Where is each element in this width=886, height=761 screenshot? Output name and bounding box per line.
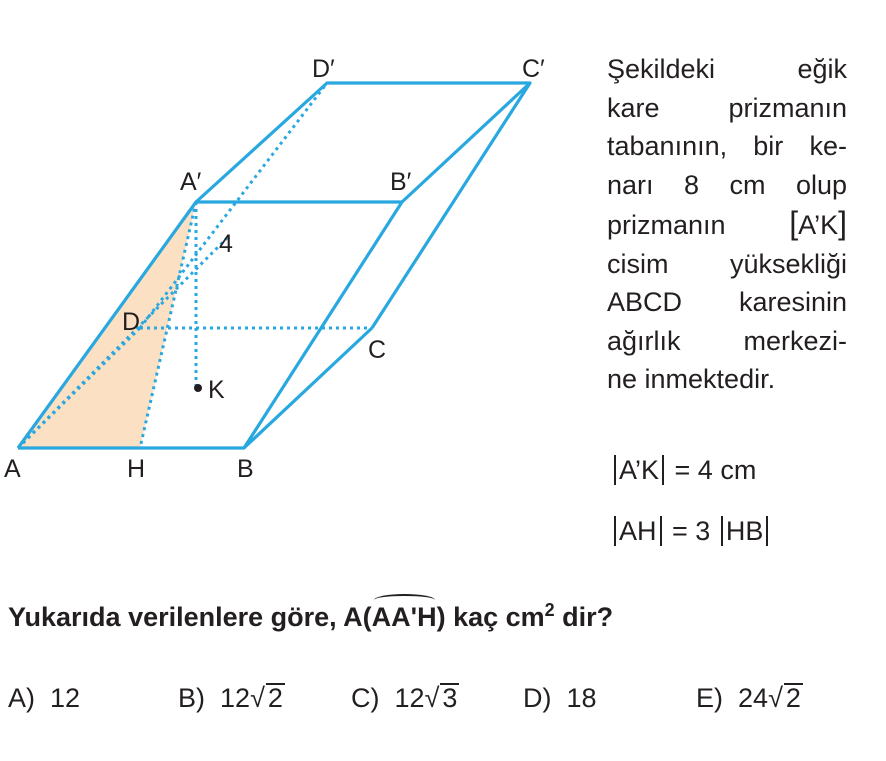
problem-line: ağırlık merkezi-	[607, 325, 847, 356]
eq1-right: = 4 cm	[674, 455, 757, 485]
problem-text	[607, 50, 847, 399]
option-value: 12	[50, 683, 81, 713]
option-value: 12	[220, 683, 251, 713]
problem-line: ne inmektedir.	[607, 364, 776, 394]
option-radicand: 2	[785, 683, 801, 713]
label-d: D	[122, 308, 141, 336]
point-k-dot	[194, 384, 202, 392]
eq2-left: AH	[619, 516, 657, 546]
problem-line: kare prizmanın	[607, 92, 847, 123]
option-label: B)	[178, 683, 205, 713]
option-c[interactable]: C) 12√ 3	[351, 683, 458, 713]
option-label: C)	[351, 683, 380, 713]
option-radicand: 2	[267, 683, 283, 713]
label-b-prime: B′	[390, 168, 412, 196]
option-b[interactable]: B) 12√ 2	[178, 683, 283, 713]
option-value: 18	[566, 683, 597, 713]
question-suffix: ) kaç cm	[436, 602, 545, 632]
problem-line: cisim yüksekliği	[607, 248, 847, 279]
option-label: E)	[696, 683, 723, 713]
option-value: 12	[394, 683, 425, 713]
segment-a-k: A’K	[798, 210, 839, 240]
prism-figure	[0, 0, 600, 500]
label-k: K	[208, 376, 225, 404]
option-label: A)	[8, 683, 35, 713]
label-h: H	[127, 455, 146, 483]
option-d[interactable]	[523, 683, 597, 714]
option-e[interactable]: E) 24√ 2	[696, 683, 801, 713]
edge-length-label: 4	[219, 230, 233, 258]
question-end: dir?	[554, 602, 614, 632]
option-label: D)	[523, 683, 552, 713]
problem-line: Şekildeki eğik	[607, 54, 847, 84]
question-exponent: 2	[544, 600, 555, 620]
problem-line-segment: prizmanın [A’K]	[607, 205, 847, 241]
option-value: 24	[738, 683, 769, 713]
problem-line: tabanının, bir ke-	[607, 131, 847, 161]
angle-aah: AA'H	[371, 602, 437, 632]
label-c: C	[368, 336, 387, 364]
label-a-prime: A′	[180, 168, 202, 196]
eq2-right: HB	[725, 516, 764, 546]
question-text	[8, 600, 613, 633]
eq2-mid: = 3	[672, 516, 711, 546]
problem-line: ABCD karesinin	[607, 287, 847, 317]
label-c-prime: C′	[522, 55, 545, 83]
eq1-left: A’K	[619, 455, 660, 485]
equation-a-k	[611, 455, 756, 486]
equation-a-h	[611, 516, 771, 547]
label-d-prime: D′	[312, 55, 335, 83]
question-prefix: Yukarıda verilenlere göre, A(	[8, 602, 372, 632]
label-b: B	[237, 455, 254, 483]
label-a: A	[4, 455, 21, 483]
option-a[interactable]	[8, 683, 80, 714]
option-radicand: 3	[442, 683, 458, 713]
problem-line: narı 8 cm olup	[607, 169, 847, 200]
